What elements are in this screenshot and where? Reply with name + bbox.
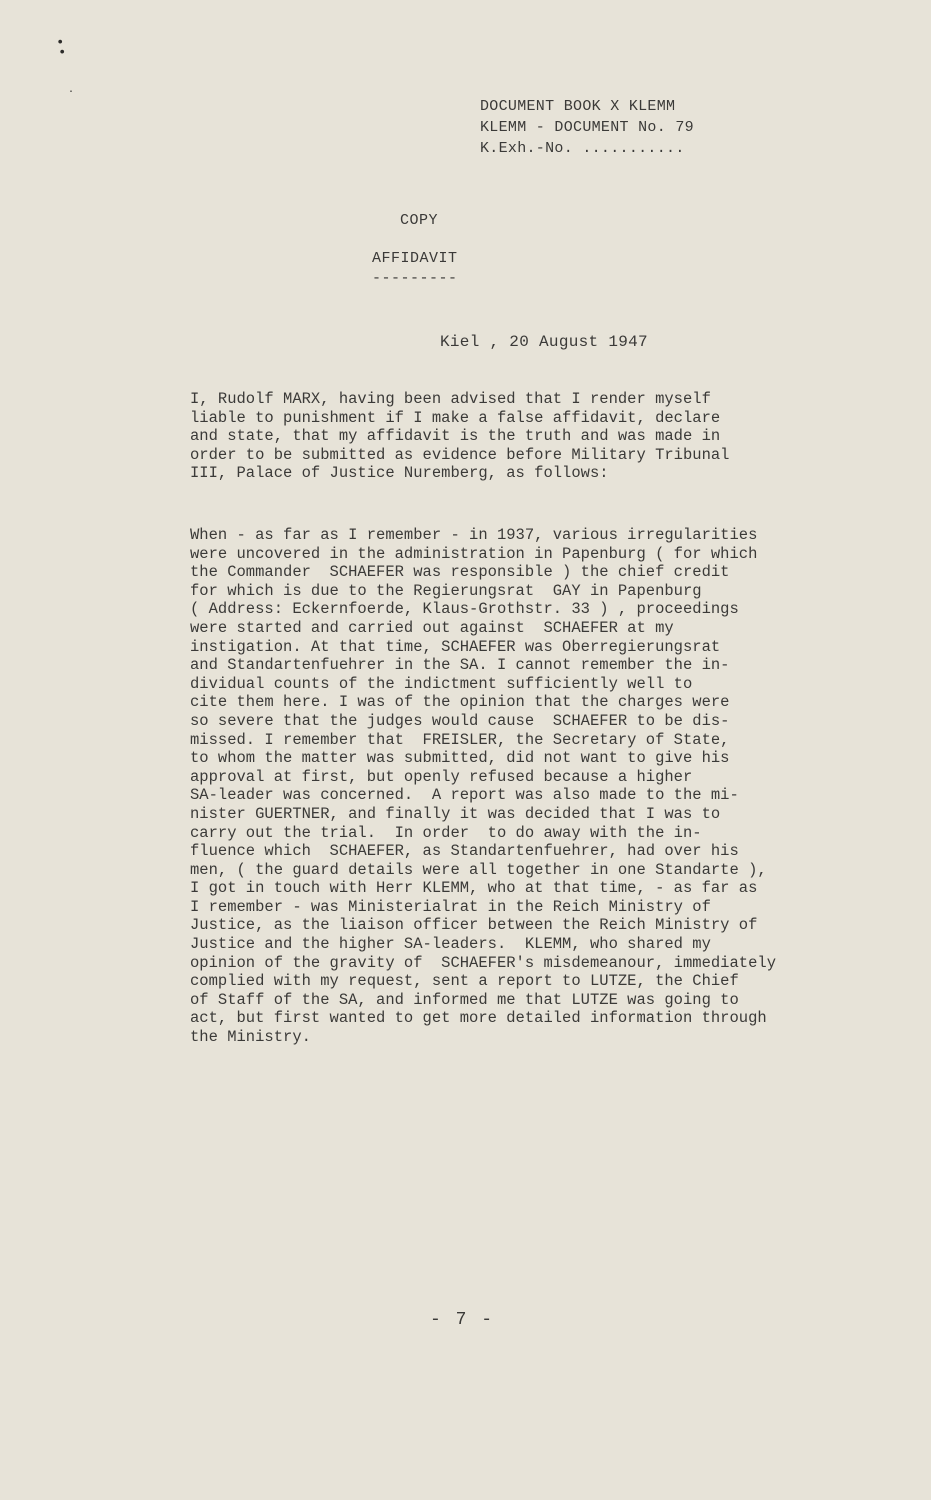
margin-dot-mark: •	[58, 45, 67, 61]
copy-label: COPY	[400, 212, 439, 229]
text-line: I remember - was Ministerialrat in the Reich Ministry of	[190, 897, 711, 916]
text-line: for which is due to the Regierungsrat GAY in Papenburg	[190, 581, 702, 600]
title-underline: ---------	[372, 270, 458, 287]
text-line: nister GUERTNER, and finally it was decided that I was to	[190, 804, 721, 823]
text-line: SA-leader was concerned. A report was also made to the mi-	[190, 786, 739, 805]
page-number: - 7 -	[430, 1310, 495, 1330]
affidavit-declaration-paragraph	[190, 390, 790, 483]
text-line: I, Rudolf MARX, having been advised that I render myself	[190, 390, 711, 408]
margin-dot-mark: •	[56, 35, 65, 51]
text-line: men, ( the guard details were all together in one Standarte ),	[190, 860, 767, 879]
text-line: and Standartenfuehrer in the SA. I cannot remember the in-	[190, 656, 730, 675]
text-line: were uncovered in the administration in Papenburg ( for which	[190, 544, 758, 563]
place-date-line: Kiel , 20 August 1947	[440, 333, 648, 351]
text-line: so severe that the judges would cause SCHAEFER to be dis-	[190, 711, 730, 730]
header-line-book: DOCUMENT BOOK X KLEMM	[480, 98, 676, 115]
margin-dot-mark: ·	[68, 87, 75, 98]
text-line: order to be submitted as evidence before Military Tribunal	[190, 445, 730, 464]
text-line: complied with my request, sent a report to LUTZE, the Chief	[190, 972, 739, 991]
text-line: ( Address: Eckernfoerde, Klaus-Grothstr. 33 ) , proceedings	[190, 600, 739, 619]
text-line: cite them here. I was of the opinion that the charges were	[190, 693, 730, 712]
text-line: opinion of the gravity of SCHAEFER's misdemeanour, immediately	[190, 953, 776, 972]
text-line: fluence which SCHAEFER, as Standartenfuehrer, had over his	[190, 842, 739, 861]
text-line: to whom the matter was submitted, did not want to give his	[190, 749, 730, 768]
header-line-document-number: KLEMM - DOCUMENT No. 79	[480, 119, 694, 136]
text-line: When - as far as I remember - in 1937, various irregularities	[190, 526, 758, 544]
affidavit-body-paragraph	[190, 526, 790, 1047]
text-line: liable to punishment if I make a false affidavit, declare	[190, 408, 721, 427]
text-line: carry out the trial. In order to do away with the in-	[190, 823, 702, 842]
text-line: act, but first wanted to get more detailed information through	[190, 1009, 767, 1028]
text-line: missed. I remember that FREISLER, the Secretary of State,	[190, 730, 730, 749]
text-line: III, Palace of Justice Nuremberg, as follows:	[190, 464, 609, 483]
text-line: I got in touch with Herr KLEMM, who at that time, - as far as	[190, 879, 758, 898]
text-line: Justice, as the liaison officer between the Reich Ministry of	[190, 916, 758, 935]
text-line: dividual counts of the indictment sufficiently well to	[190, 674, 693, 693]
text-line: and state, that my affidavit is the truth and was made in	[190, 427, 721, 446]
text-line: were started and carried out against SCHAEFER at my	[190, 618, 674, 637]
document-title: AFFIDAVIT	[372, 250, 458, 267]
text-line: of Staff of the SA, and informed me that LUTZE was going to	[190, 990, 739, 1009]
text-line: the Commander SCHAEFER was responsible ) the chief credit	[190, 563, 730, 582]
text-line: instigation. At that time, SCHAEFER was Oberregierungsrat	[190, 637, 721, 656]
text-line: the Ministry.	[190, 1028, 311, 1047]
document-header	[480, 96, 900, 159]
header-line-exhibit-number: K.Exh.-No. ...........	[480, 140, 685, 157]
text-line: approval at first, but openly refused because a higher	[190, 767, 693, 786]
text-line: Justice and the higher SA-leaders. KLEMM, who shared my	[190, 935, 711, 954]
